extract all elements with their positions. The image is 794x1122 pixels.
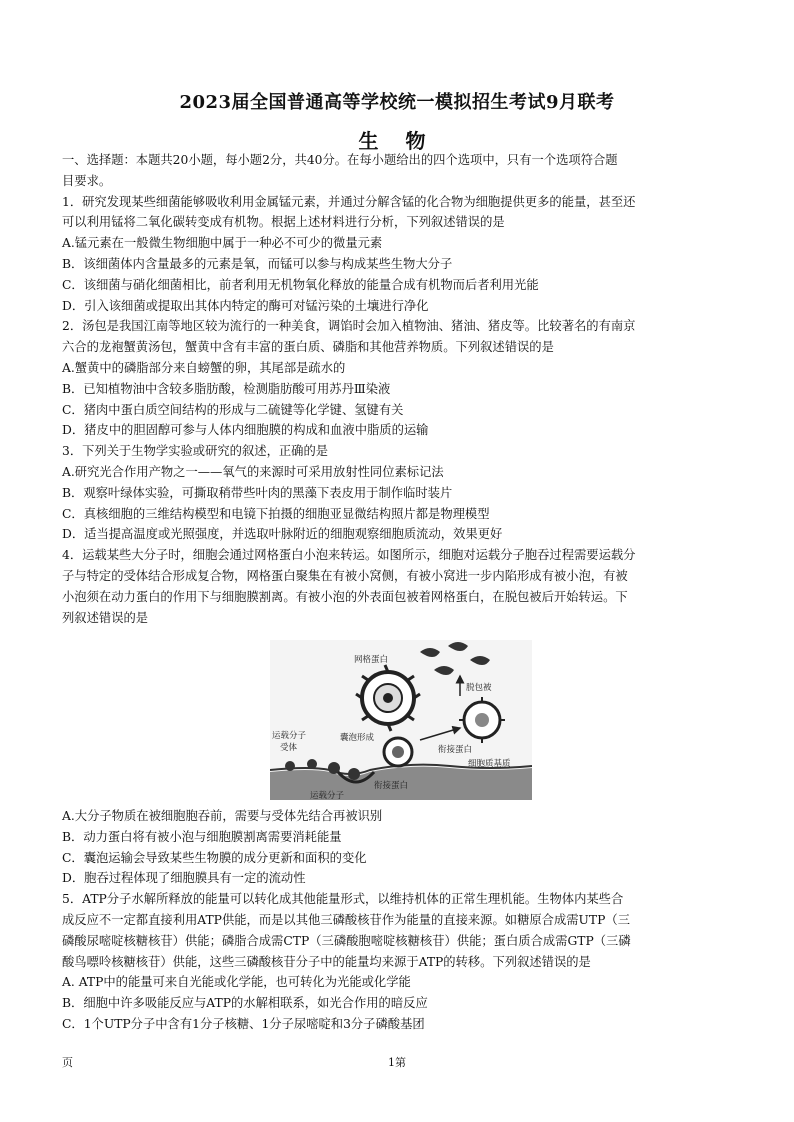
footer-page-word: 页 <box>62 1056 73 1069</box>
question-4-option-a: A.大分子物质在被细胞胞吞前，需要与受体先结合再被识别 <box>62 809 383 823</box>
question-4-option-c: C．囊泡运输会导致某些生物膜的成分更新和面积的变化 <box>62 850 367 865</box>
question-4-stem-cont3: 列叙述错误的是 <box>62 610 149 625</box>
question-3-option-b: B．观察叶绿体实验，可撕取稍带些叶肉的黑藻下表皮用于制作临时装片 <box>62 485 453 500</box>
label-vesicle-formation: 囊泡形成 <box>340 733 375 743</box>
section-intro: 一、选择题：本题共20小题，每小题2分，共40分。在每小题给出的四个选项中，只有一个选项符合题 <box>62 153 618 167</box>
question-5-stem-cont2: 磷酸尿嘧啶核糖核苷）供能；磷脂合成需CTP（三磷酸胞嘧啶核糖核苷）供能；蛋白质合成需GTP（三磷 <box>62 933 631 948</box>
question-5-option-c: C．1个UTP分子中含有1分子核糖、1分子尿嘧啶和3分子磷酸基团 <box>62 1016 425 1031</box>
question-2-stem: 2．汤包是我国江南等地区较为流行的一种美食，调馅时会加入植物油、猪油、猪皮等。比较著名的有南京 <box>62 319 636 334</box>
question-2-option-a: A.蟹黄中的磷脂部分来自螃蟹的卵，其尾部是疏水的 <box>62 360 346 375</box>
question-2-option-d: D．猪皮中的胆固醇可参与人体内细胞膜的构成和血液中脂质的运输 <box>62 423 429 438</box>
question-5-stem-cont3: 酸鸟嘌呤核糖核苷）供能，这些三磷酸核苷分子中的能量均来源于ATP的转移。下列叙述错误的是 <box>62 954 591 969</box>
question-1-stem: 1．研究发现某些细菌能够吸收利用金属锰元素，并通过分解含锰的化合物为细胞提供更多的能量，甚至还 <box>62 194 636 209</box>
question-5-stem-cont: 成反应不一定都直接利用ATP供能，而是以其他三磷酸核苷作为能量的直接来源。如糖原合成需UTP（三 <box>62 912 630 927</box>
question-1-stem-cont: 可以利用锰将二氧化碳转变成有机物。根据上述材料进行分析，下列叙述错误的是 <box>62 215 505 230</box>
question-2-stem-cont: 六合的龙袍蟹黄汤包，蟹黄中含有丰富的蛋白质、磷脂和其他营养物质。下列叙述错误的是 <box>62 340 554 355</box>
question-4-stem-cont2: 小泡须在动力蛋白的作用下与细胞膜割离。有被小泡的外表面包被着网格蛋白，在脱包被后开始转运。下 <box>62 589 628 604</box>
question-4-option-b: B．动力蛋白将有被小泡与细胞膜割离需要消耗能量 <box>62 829 342 844</box>
question-5-option-b: B．细胞中许多吸能反应与ATP的水解相联系，如光合作用的暗反应 <box>62 996 428 1011</box>
question-2-option-b: B．已知植物油中含较多脂肪酸，检测脂肪酸可用苏丹Ⅲ染液 <box>62 381 391 396</box>
question-1-option-b: B．该细菌体内含量最多的元素是氧，而锰可以参与构成某些生物大分子 <box>62 256 453 271</box>
label-cargo-bottom: 运载分子 <box>310 791 345 800</box>
label-cargo: 运载分子 <box>272 731 307 741</box>
endocytosis-diagram <box>270 640 532 800</box>
label-receptor: 受体 <box>280 743 298 753</box>
question-1-option-a: A.锰元素在一般微生物细胞中属于一种必不可少的微量元素 <box>62 236 383 251</box>
question-4-stem-cont: 子与特定的受体结合形成复合物，网格蛋白聚集在有被小窝侧，有被小窝进一步内陷形成有被小泡，有被 <box>62 568 628 583</box>
questions-block-bottom <box>62 806 742 1035</box>
label-cytoplasm-matrix: 细胞质基质 <box>468 759 511 769</box>
question-3-option-c: C．真核细胞的三维结构模型和电镜下拍摄的细胞亚显微结构照片都是物理模型 <box>62 506 490 521</box>
label-clathrin: 网格蛋白 <box>354 655 389 665</box>
questions-block-top <box>62 150 742 628</box>
section-intro-cont: 目要求。 <box>62 173 112 188</box>
question-2-option-c: C．猪肉中蛋白质空间结构的形成与二硫键等化学键、氢键有关 <box>62 402 404 417</box>
question-1-option-d: D．引入该细菌或提取出其体内特定的酶可对锰污染的土壤进行净化 <box>62 298 429 313</box>
question-3-stem: 3．下列关于生物学实验或研究的叙述，正确的是 <box>62 444 329 459</box>
question-1-option-c: C．该细菌与硝化细菌相比，前者利用无机物氧化释放的能量合成有机物而后者利用光能 <box>62 277 539 292</box>
label-adaptor: 衔接蛋白 <box>438 745 473 755</box>
exam-title: 2023届全国普通高等学校统一模拟招生考试9月联考 <box>179 92 615 113</box>
question-5-option-a: A. ATP中的能量可来自光能或化学能，也可转化为光能或化学能 <box>62 975 411 990</box>
question-3-option-d: D．适当提高温度或光照强度，并选取叶脉附近的细胞观察细胞质流动，效果更好 <box>62 527 503 542</box>
question-4-option-d: D．胞吞过程体现了细胞膜具有一定的流动性 <box>62 871 306 886</box>
question-4-stem: 4．运载某些大分子时，细胞会通过网格蛋白小泡来转运。如图所示，细胞对运载分子胞吞过程需要运载分 <box>62 548 636 563</box>
question-5-stem: 5．ATP分子水解所释放的能量可以转化成其他能量形式，以维持机体的正常生理机能。生物体内某些合 <box>62 892 624 907</box>
footer-page-number: 1第 <box>388 1056 406 1069</box>
label-uncoating: 脱包被 <box>466 683 492 693</box>
label-adaptor-bottom: 衔接蛋白 <box>374 781 409 791</box>
endocytosis-figure <box>270 640 532 800</box>
question-3-option-a: A.研究光合作用产物之一——氧气的来源时可采用放射性同位素标记法 <box>62 464 444 479</box>
subject-title: 生 物 <box>358 129 436 153</box>
